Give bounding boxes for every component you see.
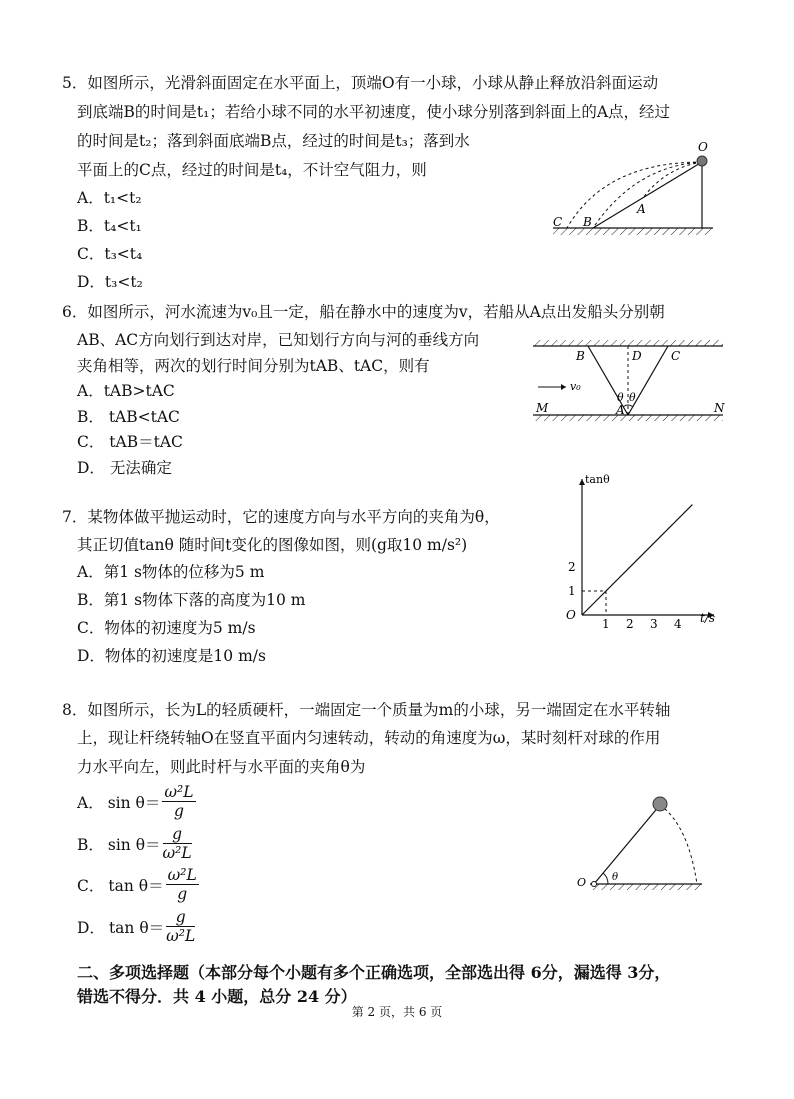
y-tick-label-1: 1 [568,584,576,598]
numerator: g [163,825,192,844]
q8-rod-figure [562,785,712,895]
section-2-heading-cont: 错选不得分．共 4 小题，总分 24 分） [77,987,357,1006]
y-tick-label-2: 2 [568,560,576,574]
q5-line-4: 平面上的C点，经过的时间是t₄，不计空气阻力，则 [77,161,427,179]
option-function: tan θ＝ [108,876,164,895]
q5-line-2: 到底端B的时间是t₁；若给小球不同的水平初速度，使小球分别落到斜面上的A点，经过 [77,103,671,121]
q5-option-b: B．t₄<t₁ [77,217,142,235]
option-label: C． [77,876,105,895]
denominator: ω²L [166,927,196,945]
label-c: C [553,215,563,229]
label-b: B [583,215,592,229]
q6-line-1: 6．如图所示，河水流速为v₀且一定，船在静水中的速度为v，若船从A点出发船头分别朝 [62,303,665,321]
q7-line-2: 其正切值tanθ 随时间t变化的图像如图，则(g取10 m/s²) [77,536,468,554]
q7-option-a: A．第1 s物体的位移为5 m [77,563,265,581]
q8-line-3: 力水平向左，则此时杆与水平面的夹角θ为 [77,758,366,776]
label-o: O [577,876,587,889]
x-tick-label-1: 1 [602,616,610,631]
q6-river-figure [528,335,726,430]
bottom-bank-hatch [533,415,723,421]
label-theta-right: θ [629,391,636,404]
q6-option-c: C． tAB＝tAC [77,433,183,451]
q8-option-d [77,908,195,945]
origin-label: O [566,608,576,622]
q6-option-d: D． 无法确定 [77,459,172,477]
q7-tan-chart [560,473,720,631]
q8-option-a [77,783,196,820]
denominator: g [173,802,184,820]
ground-hatch [590,884,702,890]
theta-arc [603,873,608,884]
label-a: A [637,202,646,216]
q7-option-b: B．第1 s物体下落的高度为10 m [77,591,306,609]
x-tick-label-3: 3 [650,616,658,631]
label-a: A [616,403,625,417]
x-tick-label-2: 2 [626,616,634,631]
q6-line-2: AB、AC方向划行到达对岸，已知划行方向与河的垂线方向 [77,331,480,349]
rod [594,805,660,884]
option-label: D． [77,918,105,937]
numerator: ω²L [167,866,197,884]
flow-arrowhead [561,384,566,390]
top-bank-hatch [533,340,723,346]
q5-option-d: D．t₃<t₂ [77,273,143,291]
ground-hatch [553,228,713,235]
option-function: tan θ＝ [108,918,165,937]
q7-line-1: 7．某物体做平抛运动时，它的速度方向与水平方向的夹角为θ， [62,508,500,526]
q6-line-3: 夹角相等，两次的划行时间分别为tAB、tAC，则有 [77,357,430,375]
label-b: B [576,349,585,363]
label-v0: v₀ [570,380,581,393]
label-d: D [632,349,642,363]
label-o: O [698,140,708,154]
fraction [166,908,195,945]
incline-surface [593,162,702,228]
section-2-heading: 二、多项选择题（本部分每个小题有多个正确选项，全部选出得 6分，漏选得 3分， [77,963,671,982]
q8-line-2: 上，现让杆绕转轴O在竖直平面内匀速转动，转动的角速度为ω，某时刻杆对球的作用 [77,729,661,747]
label-c: C [671,349,681,363]
ball [697,156,707,166]
fraction [166,866,199,903]
page-footer: 第 2 页，共 6 页 [351,1005,443,1019]
option-label: B． [77,835,104,854]
x-tick-label-4: 4 [674,616,682,631]
numerator: g [166,908,195,927]
q6-option-a: A．tAB>tAC [77,382,175,400]
pivot [592,882,597,887]
q5-option-c: C．t₃<t₄ [77,245,143,263]
q5-option-a: A．t₁<t₂ [77,189,142,207]
q5-incline-figure [545,140,725,240]
fraction [163,825,192,862]
q8-option-c [77,866,199,903]
label-theta-left: θ [617,391,624,404]
option-label: A． [77,793,104,812]
numerator: ω²L [164,783,194,801]
fraction [162,783,195,820]
x-axis-label: t/s [700,611,716,625]
series-line-tan [582,505,692,615]
q5-line-3: 的时间是t₂；落到斜面底端B点，经过的时间是t₃；落到水 [77,132,470,150]
option-function: sin θ＝ [107,793,161,812]
circular-path [660,805,697,884]
ball [653,797,667,811]
label-m: M [536,401,549,415]
q7-option-c: C．物体的初速度为5 m/s [77,619,256,637]
q7-option-d: D．物体的初速度是10 m/s [77,647,266,665]
label-theta: θ [612,872,619,883]
y-axis-label: tanθ [585,473,610,486]
q5-line-1: 5．如图所示，光滑斜面固定在水平面上，顶端O有一小球，小球从静止释放沿斜面运动 [62,74,659,92]
option-function: sin θ＝ [107,835,161,854]
label-n: N [714,401,725,415]
q8-line-1: 8．如图所示，长为L的轻质硬杆，一端固定一个质量为m的小球，另一端固定在水平转轴 [62,701,671,719]
denominator: ω²L [162,844,192,862]
denominator: g [177,885,188,903]
q6-option-b: B． tAB<tAC [77,408,180,426]
q8-option-b [77,825,192,862]
